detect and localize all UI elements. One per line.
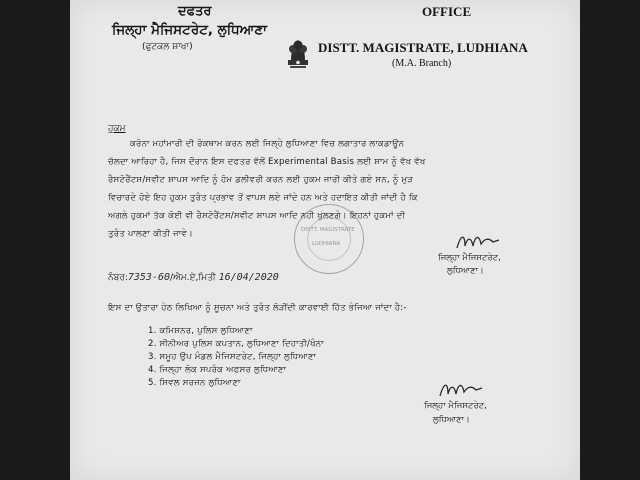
order-line: ਰੈਸਟੋਰੈਂਟਸ/ਸਵੀਟ ਸ਼ਾਪਸ ਆਦਿ ਨੂੰ ਹੋਮ ਡਲੀਵਰੀ ਕਰਨ ਲਈ ਹੁਕਮ ਜਾਰੀ ਕੀਤੇ ਗਏ ਸਨ, ਨੂੰ ਮੁੜ — [108, 175, 414, 185]
branch-pa: (ਫੁਟਕਲ ਸ਼ਾਖਾ) — [142, 42, 193, 52]
recipient-item: 1. ਕਮਿਸ਼ਨਰ, ਪੁਲਿਸ ਲੁਧਿਆਣਾ — [148, 326, 253, 336]
order-line: ਕਰੋਨਾ ਮਹਾਂਮਾਰੀ ਦੀ ਰੋਕਥਾਮ ਕਰਨ ਲਈ ਜਿਲ੍ਹੇ ਲੁਧਿਆਣਾ ਵਿਚ ਲਗਾਤਾਰ ਲਾਕਡਾਊਨ — [130, 139, 405, 149]
signature-place: ਲੁਧਿਆਣਾ। — [447, 266, 484, 276]
order-heading: ਹੁਕਮ — [108, 124, 126, 134]
dated-label: /ਐਮ.ਏ,ਮਿਤੀ — [170, 273, 216, 283]
order-line: ਚੱਲਦਾ ਆਰਿਹਾ ਹੈ, ਜਿਸ ਦੌਰਾਨ ਇਸ ਦਫਤਰ ਵੱਲੋਂ Experimental Basis ਲਈ ਸ਼ਾਮ ਨੂੰ ਵੱਖ ਵੱਖ — [108, 157, 426, 167]
dm-pa: ਜਿਲ੍ਹਾ ਮੈਜਿਸਟਰੇਟ, ਲੁਧਿਆਣਾ — [112, 22, 267, 38]
recipient-item: 5. ਸਿਵਲ ਸਰਜਨ ਲੁਧਿਆਣਾ — [148, 378, 241, 388]
dm-en: DISTT. MAGISTRATE, LUDHIANA — [318, 40, 528, 55]
office-en: OFFICE — [422, 4, 472, 19]
signature-scribble-2 — [436, 378, 486, 402]
seal-text-bottom: LUDHIANA — [312, 241, 341, 247]
document-page — [70, 0, 580, 480]
branch-en: (M.A. Branch) — [392, 58, 452, 69]
signature-scribble — [453, 230, 503, 254]
number-label: ਨੰਬਰ: — [108, 273, 128, 283]
signature-title: ਜਿਲ੍ਹਾ ਮੈਜਿਸਟਰੇਟ, — [438, 253, 501, 263]
order-line: ਅਗਲੇ ਹੁਕਮਾਂ ਤੱਕ ਕੋਈ ਵੀ ਰੈਸਟੋਰੈਂਟਸ/ਸਵੀਟ ਸ਼ਾਪਸ ਆਦਿ ਨਹੀ ਖੁਲਣਗੇ। ਇਹਨਾਂ ਹੁਕਮਾਂ ਦੀ — [108, 211, 406, 221]
seal-text-top: DISTT. MAGISTRATE — [301, 227, 355, 233]
endorsement-number — [108, 272, 279, 283]
date-value: 16/04/2020 — [218, 272, 279, 283]
recipient-item: 4. ਜਿਲ੍ਹਾ ਲੋਕ ਸਪਰੰਕ ਅਫਸਰ ਲੁਧਿਆਣਾ — [148, 365, 287, 375]
number-value: 7353-60 — [127, 272, 171, 283]
order-line: ਵਿਚਾਰਦੇ ਹੋਏ ਇਹ ਹੁਕਮ ਤੁਰੰਤ ਪ੍ਰਭਾਵ ਤੋਂ ਵਾਪਸ ਲਏ ਜਾਂਦੇ ਹਨ ਅਤੇ ਹਦਾਇਤ ਕੀਤੀ ਜਾਂਦੀ ਹੈ ਕਿ — [108, 193, 418, 203]
recipient-item: 3. ਸਮੂਹ ਉਪ ਮੰਡਲ ਮੈਜਿਸਟਰੇਟ, ਜਿਲ੍ਹਾ ਲੁਧਿਆਣਾ — [148, 352, 317, 362]
national-emblem-icon — [284, 34, 312, 70]
signature-place-2: ਲੁਧਿਆਣਾ। — [433, 415, 470, 425]
office-seal — [294, 204, 364, 274]
recipient-item: 2. ਸੀਨੀਅਰ ਪੁਲਿਸ ਕਪਤਾਨ, ਲੁਧਿਆਣਾ ਦਿਹਾਤੀ/ਖੰਨਾ — [148, 339, 324, 349]
order-line: ਤੁਰੰਤ ਪਾਲਣਾ ਕੀਤੀ ਜਾਵੇ। — [108, 229, 193, 239]
endorsement-intro: ਇਸ ਦਾ ਉਤਾਰਾ ਹੇਠ ਲਿਖਿਆ ਨੂੰ ਸੂਚਨਾ ਅਤੇ ਤੁਰੰਤ ਲੋੜੀਂਦੀ ਕਾਰਵਾਈ ਹਿੱਤ ਭੇਜਿਆ ਜਾਂਦਾ ਹੈ:- — [108, 303, 407, 313]
office-pa: ਦਫਤਰ — [178, 4, 212, 19]
signature-title-2: ਜਿਲ੍ਹਾ ਮੈਜਿਸਟਰੇਟ, — [424, 401, 487, 411]
